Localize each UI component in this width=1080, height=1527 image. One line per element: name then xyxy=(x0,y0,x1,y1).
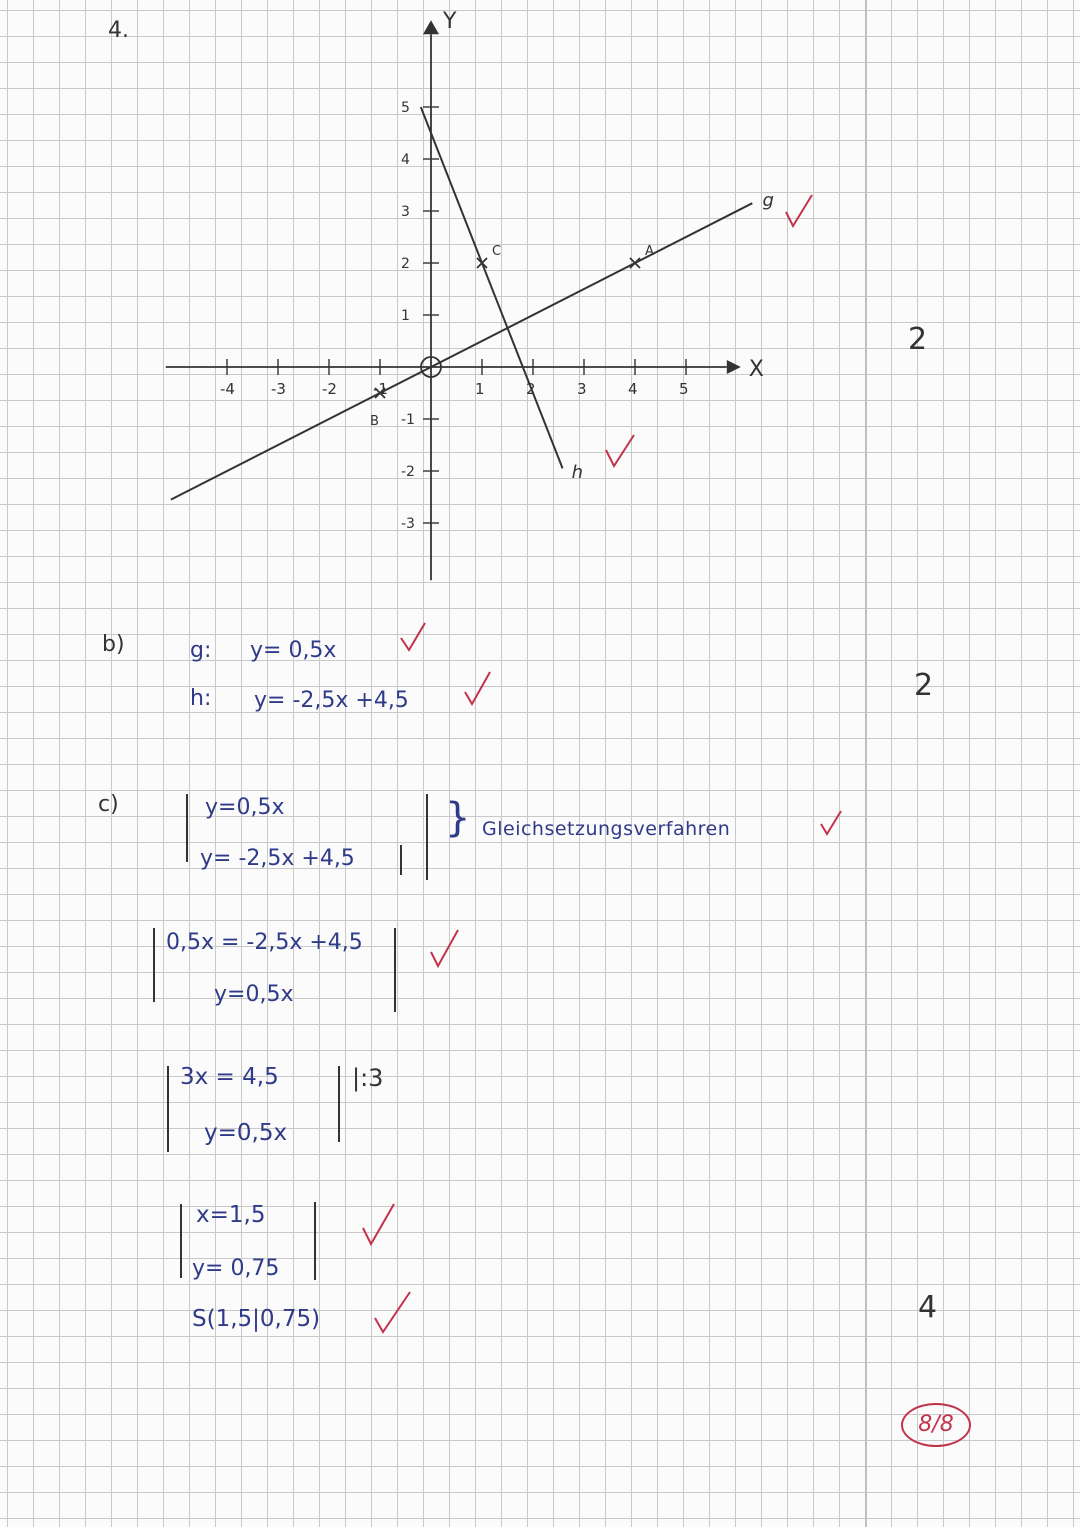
point-a-marker xyxy=(630,258,640,268)
task-number: 4. xyxy=(108,18,129,43)
x-tick-label: 3 xyxy=(577,380,587,398)
checkmark-icon xyxy=(372,1288,412,1336)
x-tick-label: 5 xyxy=(679,380,689,398)
checkmark-icon xyxy=(786,195,812,226)
checkmark-icon xyxy=(606,435,634,466)
result-bar-left xyxy=(180,1204,182,1278)
score-graph: 2 xyxy=(908,322,928,357)
step2-operation: |:3 xyxy=(352,1064,384,1092)
intersection-point: S(1,5|0,75) xyxy=(192,1306,321,1332)
x-tick-label: -1 xyxy=(373,380,388,398)
line-h-label: h xyxy=(571,462,584,484)
x-tick-label: -4 xyxy=(220,380,235,398)
x-axis-label: X xyxy=(748,357,764,382)
system-bar-left xyxy=(186,794,188,862)
checkmark-icon xyxy=(462,668,492,708)
y-tick-label: 5 xyxy=(401,100,410,116)
step2-line-2: y=0,5x xyxy=(204,1120,288,1146)
system-bar-right xyxy=(400,845,402,875)
y-axis-arrow-icon xyxy=(423,20,439,34)
system-line-1: y=0,5x xyxy=(205,795,285,820)
y-axis-label: Y xyxy=(443,9,457,35)
h-equation: y= -2,5x +4,5 xyxy=(254,688,409,713)
checkmark-icon xyxy=(818,808,844,838)
result-bar-right xyxy=(314,1202,316,1280)
method-name: Gleichsetzungsverfahren xyxy=(482,818,731,840)
step1-line-2: y=0,5x xyxy=(214,982,294,1007)
point-c-label: C xyxy=(492,244,502,259)
y-tick-label: 1 xyxy=(401,308,410,324)
x-tick-label: 2 xyxy=(526,380,536,398)
x-tick-label: 1 xyxy=(475,380,485,398)
checkmark-icon xyxy=(428,926,460,970)
system-line-2: y= -2,5x +4,5 xyxy=(200,846,355,871)
x-tick-label: -3 xyxy=(271,380,286,398)
g-name: g: xyxy=(190,638,212,663)
step1-bar-left xyxy=(153,928,155,1002)
y-tick-label: 2 xyxy=(401,256,410,272)
system-brace: } xyxy=(445,795,471,841)
y-tick-label: -1 xyxy=(401,412,415,428)
y-tick-label: 4 xyxy=(401,152,410,168)
y-tick-label: -2 xyxy=(401,464,415,480)
part-b-label: b) xyxy=(102,632,125,657)
system-bar-right-2 xyxy=(426,794,428,880)
result-x: x=1,5 xyxy=(196,1202,266,1228)
point-c-marker xyxy=(477,258,487,268)
point-a-label: A xyxy=(645,244,654,259)
score-part-b: 2 xyxy=(914,668,934,703)
checkmark-icon xyxy=(398,620,428,656)
step1-line-1: 0,5x = -2,5x +4,5 xyxy=(166,930,363,955)
h-name: h: xyxy=(190,686,212,711)
result-y: y= 0,75 xyxy=(192,1256,280,1281)
line-g xyxy=(171,203,752,499)
g-equation: y= 0,5x xyxy=(250,638,337,663)
step2-line-1: 3x = 4,5 xyxy=(180,1064,279,1090)
part-c-label: c) xyxy=(98,792,119,817)
step2-bar-left xyxy=(167,1066,169,1152)
step2-bar-right xyxy=(338,1066,340,1142)
step1-bar-right xyxy=(394,928,396,1012)
x-tick-label: 4 xyxy=(628,380,638,398)
x-axis-arrow-icon xyxy=(727,360,741,374)
line-h xyxy=(421,107,563,468)
total-score: 8/8 xyxy=(901,1403,971,1447)
checkmark-icon xyxy=(360,1200,396,1248)
x-tick-label: -2 xyxy=(322,380,337,398)
y-tick-label: 3 xyxy=(401,204,410,220)
point-b-label: B xyxy=(370,414,379,429)
score-part-c: 4 xyxy=(918,1290,938,1325)
y-tick-label: -3 xyxy=(401,516,415,532)
line-g-label: g xyxy=(762,190,774,211)
